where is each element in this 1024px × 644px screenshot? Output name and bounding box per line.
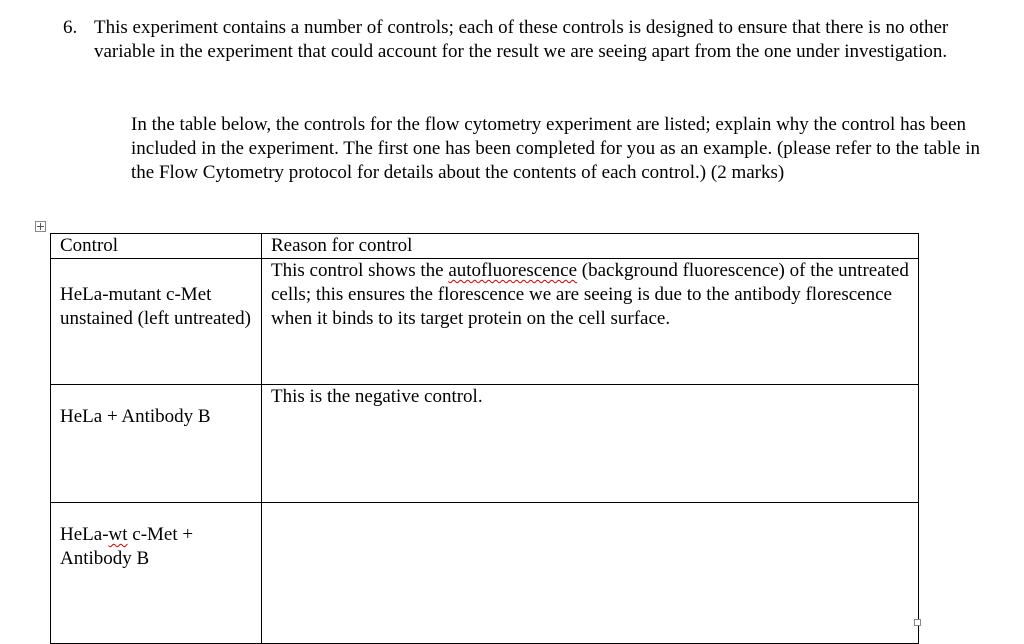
instructions-paragraph: In the table below, the controls for the flow cytometry experiment are listed; explain why the control has been included in the experiment. The first one has been completed for you as an example. (please refer to the table in the Flow Cytometry protocol for details about the contents of each control.) (2 marks) <box>131 114 981 183</box>
reason-cell[interactable] <box>262 259 919 385</box>
reason-cell[interactable] <box>262 503 919 644</box>
table-resize-handle-icon[interactable] <box>914 619 921 626</box>
question-text: This experiment contains a number of controls; each of these controls is designed to ensure that there is no other variable in the experiment that could account for the result we are seeing apart from the one under investigation. <box>94 17 949 62</box>
reason-cell[interactable] <box>262 385 919 503</box>
control-name: HeLa-mutant c-Met unstained (left untreated) <box>60 284 251 329</box>
table-row <box>51 385 919 503</box>
reason-text <box>271 259 912 331</box>
control-name-start: HeLa- <box>60 524 109 545</box>
reason-text-start: This control shows the <box>271 260 449 281</box>
control-cell[interactable] <box>51 385 262 503</box>
header-reason[interactable]: Reason for control <box>262 234 919 259</box>
reason-text: This is the negative control. <box>271 386 483 407</box>
table-row <box>51 503 919 644</box>
control-name-end: c-Met + Antibody B <box>60 524 194 569</box>
table-header-row <box>51 234 919 259</box>
control-name <box>60 503 255 571</box>
table-move-handle-icon[interactable] <box>35 221 46 232</box>
reason-text-end: (background fluorescence) of the untreated cells; this ensures the florescence we are seeing is due to the antibody florescence when it binds to its target protein on the cell surface. <box>271 260 909 329</box>
control-cell[interactable] <box>51 259 262 385</box>
control-name: HeLa + Antibody B <box>60 406 211 427</box>
table-row <box>51 259 919 385</box>
control-cell[interactable] <box>51 503 262 644</box>
spellcheck-word: autofluorescence <box>448 260 578 281</box>
spellcheck-word: wt <box>108 524 128 545</box>
question-number: 6. <box>63 17 78 38</box>
header-control[interactable]: Control <box>51 234 262 259</box>
controls-table <box>50 233 919 644</box>
